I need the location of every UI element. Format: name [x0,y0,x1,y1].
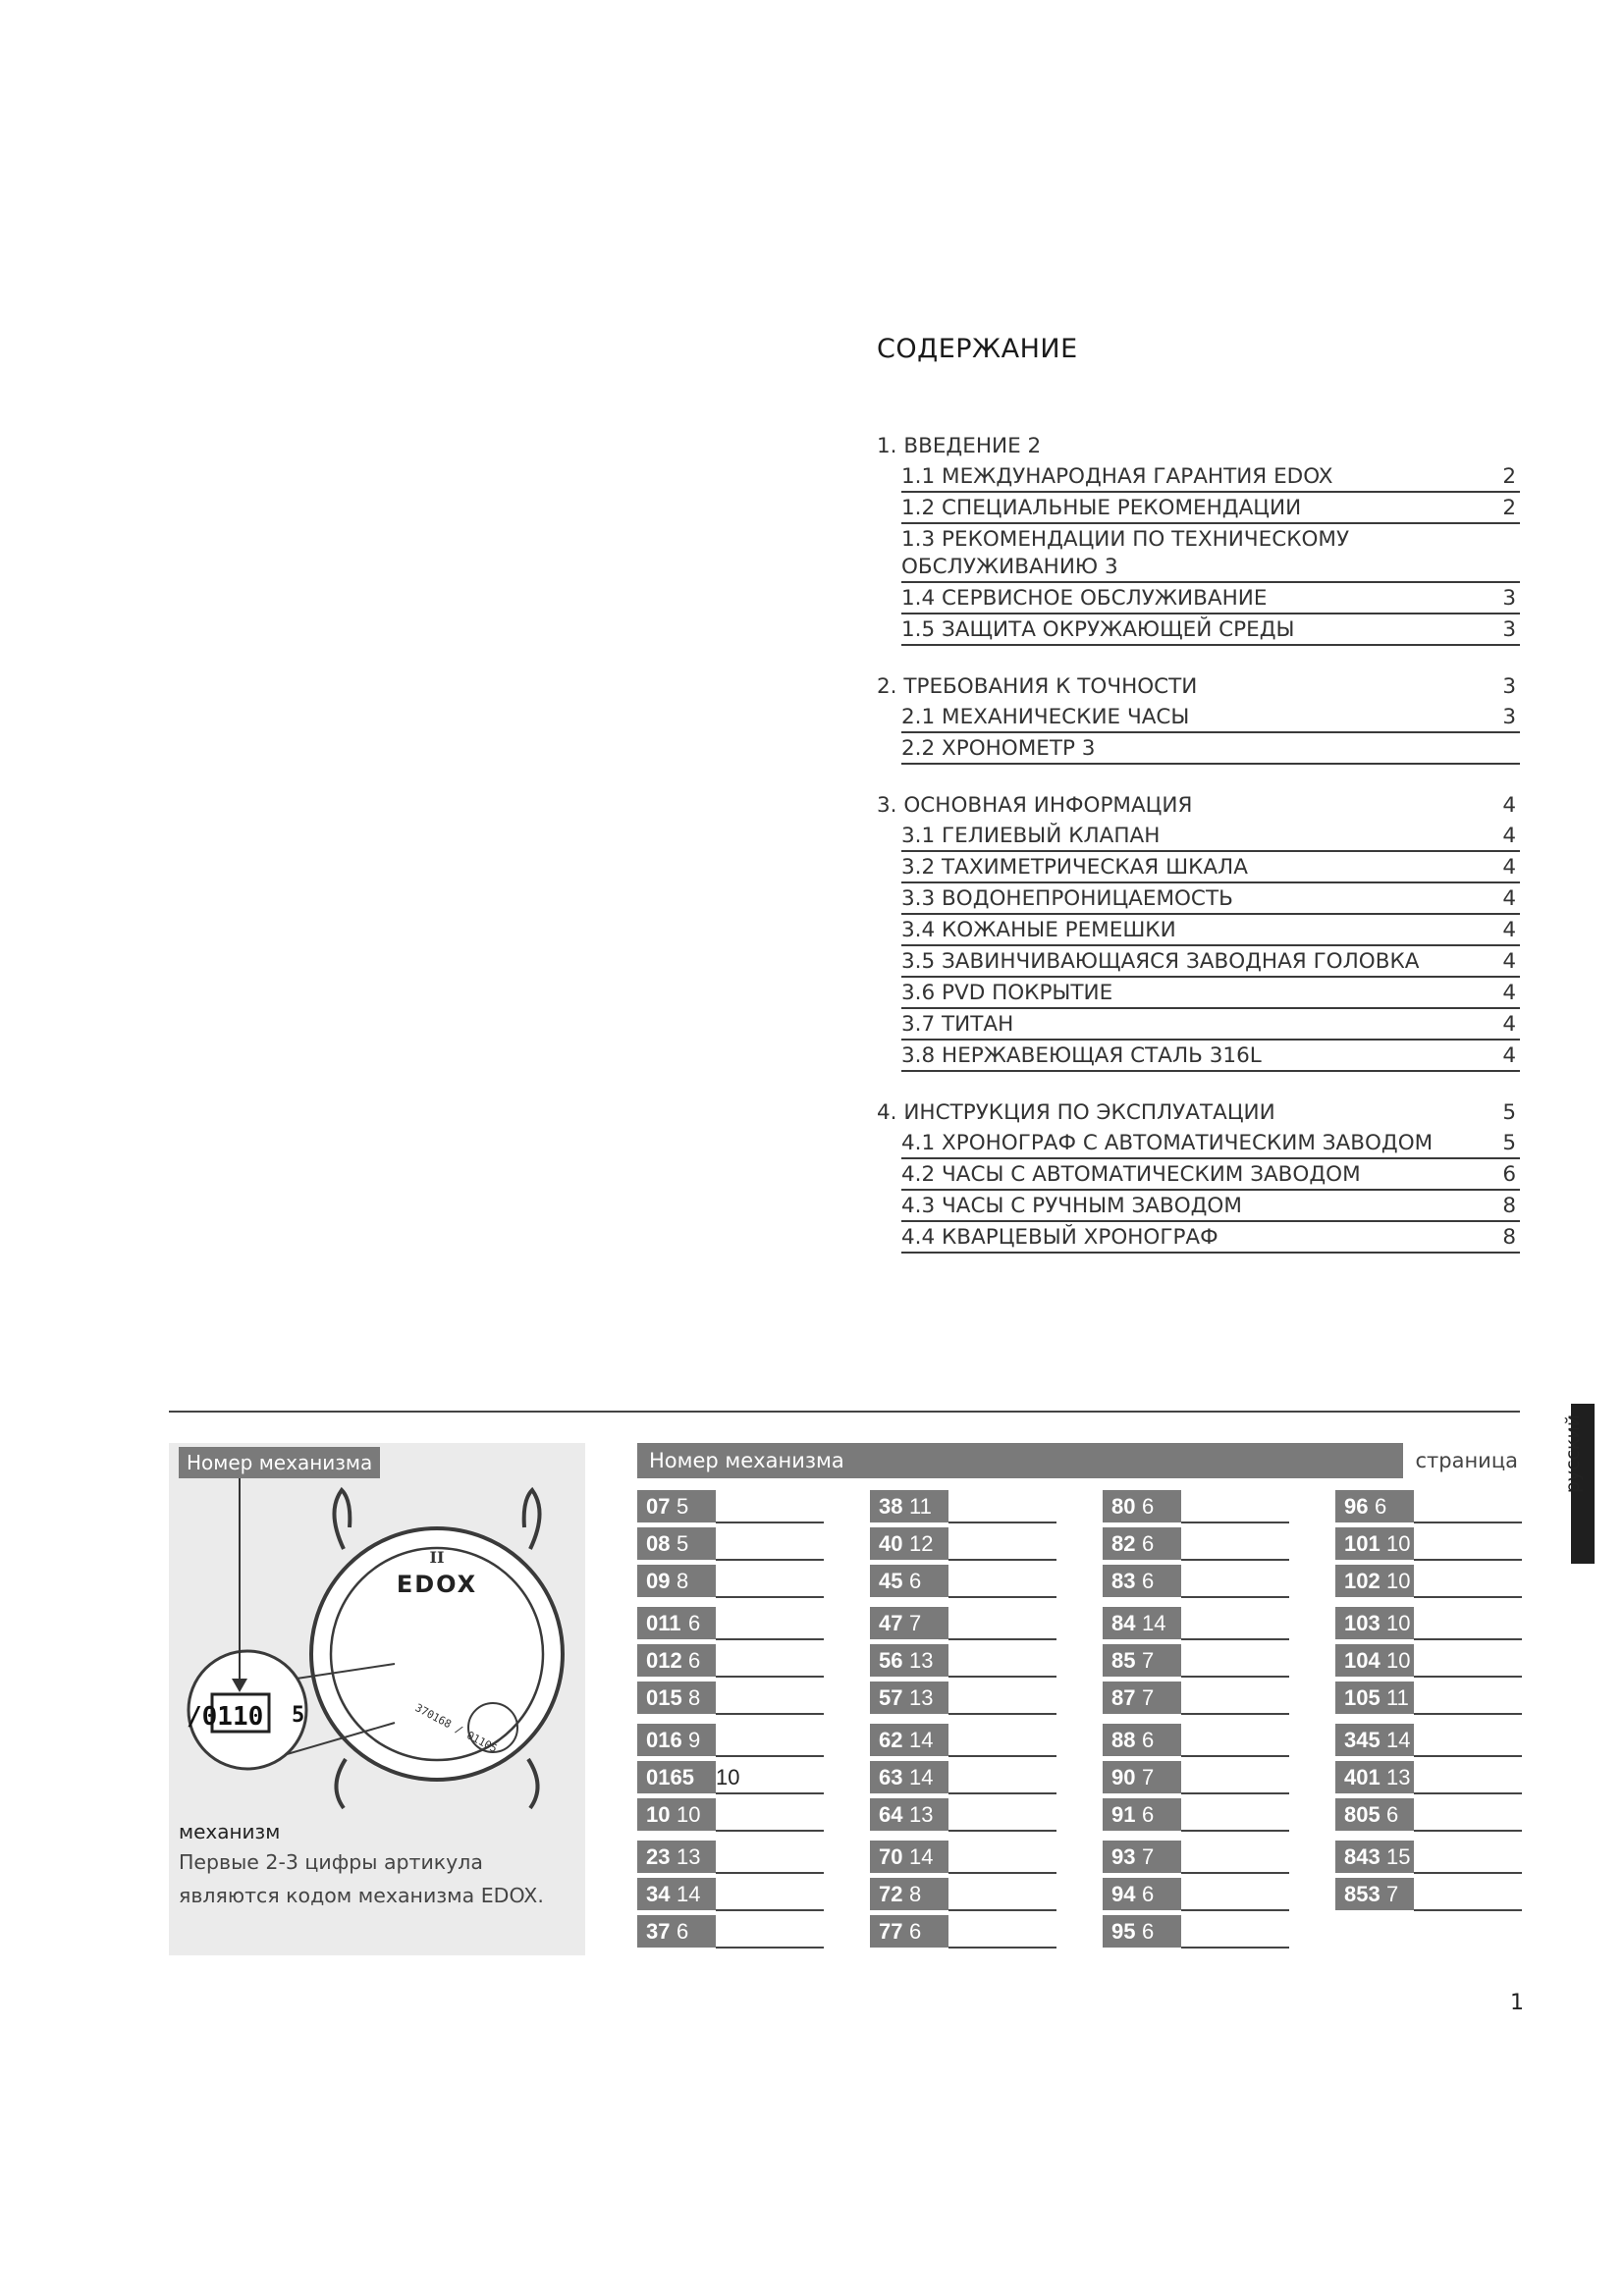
mechanism-row-rule [1414,1830,1522,1832]
mechanism-row [1335,1603,1522,1640]
mechanism-code: 47 [870,1607,948,1639]
toc-sections [877,431,1520,1254]
toc-item[interactable] [901,915,1520,946]
mechanism-page: 6 [909,1919,922,1944]
mechanism-code: 103 [1335,1607,1414,1639]
mechanism-row-rule [948,1947,1056,1949]
toc-item[interactable] [901,1159,1520,1191]
toc-item[interactable] [901,1128,1520,1159]
mechanism-code: 102 [1335,1565,1414,1597]
edox-emblem: II [429,1548,445,1567]
mechanism-page: 7 [1142,1648,1155,1673]
toc-item-page: 4 [1502,855,1516,880]
mechanism-page: 7 [1386,1882,1399,1906]
mechanism-code: 56 [870,1644,948,1677]
mechanism-row [1335,1837,1522,1874]
mechanism-row-rule [948,1830,1056,1832]
mechanism-page: 14 [909,1728,934,1752]
mechanism-page: 7 [1142,1765,1155,1789]
mechanism-code: 70 [870,1841,948,1873]
mechanism-code: 0165 [637,1761,716,1793]
language-tab-label: русский [1562,1414,1584,1494]
toc-item[interactable] [901,852,1520,883]
mechanism-code: 09 [637,1565,716,1597]
toc-section-heading [877,790,1520,821]
toc-section-heading [877,1097,1520,1128]
mechanism-code: 82 [1103,1527,1181,1560]
mechanism-page: 13 [909,1685,934,1710]
mechanism-code: 62 [870,1724,948,1756]
mechanism-page: 7 [1142,1685,1155,1710]
toc-heading-label: 2. ТРЕБОВАНИЯ К ТОЧНОСТИ [877,674,1198,699]
mechanism-code: 64 [870,1798,948,1831]
toc-item-page: 4 [1502,918,1516,942]
mechanism-row [1103,1640,1289,1678]
mechanism-code: 012 [637,1644,716,1677]
mechanism-page: 8 [688,1685,701,1710]
watch-lug-bottom-right [528,1759,538,1808]
mechanism-page: 5 [677,1531,689,1556]
mechanism-row [637,1837,824,1874]
toc-section [877,431,1520,646]
mechanism-code: 63 [870,1761,948,1793]
toc-section [877,790,1520,1072]
magnified-mechanism-number: /0110 [187,1702,264,1732]
toc-item-page: 4 [1502,1043,1516,1068]
toc-item[interactable] [901,461,1520,493]
toc-heading-page: 4 [1502,793,1516,818]
toc-item-label: 2.2 ХРОНОМЕТР 3 [901,736,1096,761]
mechanism-row [1335,1720,1522,1757]
mechanism-page: 14 [909,1765,934,1789]
mechanism-row [1335,1874,1522,1911]
mechanism-row-rule [1414,1596,1522,1598]
mechanism-page: 6 [1375,1494,1387,1519]
mechanism-code: 104 [1335,1644,1414,1677]
mechanism-row [870,1678,1056,1715]
mechanism-code: 34 [637,1878,716,1910]
toc-heading-page [1516,431,1520,461]
watch-illustration [169,1443,585,1816]
mechanism-code: 105 [1335,1682,1414,1714]
toc-heading-page: 5 [1502,1100,1516,1125]
toc-section-heading [877,431,1520,461]
mechanism-row [1103,1911,1289,1949]
case-engraving: 370168 / 01105 [412,1701,500,1756]
mechanism-row-rule [1181,1596,1289,1598]
mechanism-row [1335,1757,1522,1794]
toc-item-label: 1.5 ЗАЩИТА ОКРУЖАЮЩЕЙ СРЕДЫ [901,617,1295,642]
mechanism-row [870,1794,1056,1832]
toc-item-label: 3.1 ГЕЛИЕВЫЙ КЛАПАН [901,824,1161,848]
toc-item-page: 8 [1502,1194,1516,1218]
mechanism-page: 6 [688,1648,701,1673]
watch-lug-bottom-left [336,1759,346,1808]
toc-item[interactable] [901,1009,1520,1041]
toc-item-label: 2.1 МЕХАНИЧЕСКИЕ ЧАСЫ [901,705,1190,729]
mechanism-row-rule [716,1947,824,1949]
mechanism-code: 08 [637,1527,716,1560]
toc-item-page: 6 [1502,1162,1516,1187]
mechanism-panel-label: Номер механизма [179,1447,380,1478]
watch-lug-top-right [524,1490,540,1549]
mechanism-row [1103,1603,1289,1640]
toc-item-label: 3.4 КОЖАНЫЕ РЕМЕШКИ [901,918,1176,942]
toc-item-page: 2 [1502,464,1516,489]
mechanism-info-panel [169,1443,585,1955]
mechanism-row-rule [1181,1830,1289,1832]
toc-item-label: 4.2 ЧАСЫ С АВТОМАТИЧЕСКИМ ЗАВОДОМ [901,1162,1361,1187]
mechanism-code: 93 [1103,1841,1181,1873]
mechanism-row-rule [1414,1909,1522,1911]
mechanism-code: 88 [1103,1724,1181,1756]
toc-item-label: 1.1 МЕЖДУНАРОДНАЯ ГАРАНТИЯ EDOX [901,464,1333,489]
mechanism-code: 90 [1103,1761,1181,1793]
mechanism-code: 401 [1335,1761,1414,1793]
mechanism-code: 96 [1335,1490,1414,1522]
mechanism-code: 83 [1103,1565,1181,1597]
mechanism-code: 94 [1103,1878,1181,1910]
mechanism-page: 10 [677,1802,701,1827]
mechanism-row [1103,1561,1289,1598]
toc-item-label: 1.2 СПЕЦИАЛЬНЫЕ РЕКОМЕНДАЦИИ [901,496,1302,520]
toc-item[interactable] [901,614,1520,646]
mechanism-code: 07 [637,1490,716,1522]
mechanism-row [870,1837,1056,1874]
mechanism-row-rule [948,1596,1056,1598]
mechanism-row [870,1640,1056,1678]
mechanism-row [1103,1523,1289,1561]
page-number: 1 [1510,1991,1524,2015]
toc-item[interactable] [901,883,1520,915]
toc-item-page: 3 [1502,617,1516,642]
mechanism-page: 6 [1142,1919,1155,1944]
mechanism-row-rule [948,1713,1056,1715]
mechanism-page: 14 [1142,1611,1166,1635]
mechanism-row [637,1523,824,1561]
mechanism-page: 10 [1386,1611,1411,1635]
watch-lug-top-left [334,1490,350,1549]
mechanism-page: 14 [1386,1728,1411,1752]
mechanism-number-table [637,1443,1520,1955]
toc-item[interactable] [901,978,1520,1009]
mechanism-row [1103,1720,1289,1757]
mechanism-code: 45 [870,1565,948,1597]
mechanism-page: 5 [677,1494,689,1519]
mechanism-page: 6 [1142,1802,1155,1827]
mechanism-row [870,1874,1056,1911]
mechanism-row-rule [1181,1713,1289,1715]
toc-item[interactable] [901,821,1520,852]
mechanism-row-rule [716,1713,824,1715]
mechanism-code: 95 [1103,1915,1181,1948]
toc-heading-label: 3. ОСНОВНАЯ ИНФОРМАЦИЯ [877,793,1193,818]
mechanism-page: 13 [677,1844,701,1869]
mechanism-code: 843 [1335,1841,1414,1873]
toc-heading-label: 1. ВВЕДЕНИЕ 2 [877,434,1042,458]
toc-item-label: 3.7 ТИТАН [901,1012,1014,1037]
mechanism-page: 11 [1386,1685,1409,1710]
toc-item[interactable] [901,1191,1520,1222]
toc-item-page: 2 [1502,496,1516,520]
mechanism-page: 9 [688,1728,701,1752]
mechanism-page: 7 [909,1611,922,1635]
mechanism-code: 345 [1335,1724,1414,1756]
toc-item-page: 3 [1502,586,1516,611]
mechanism-table-header-label: Номер механизма [649,1449,844,1472]
toc-item-label: 3.3 ВОДОНЕПРОНИЦАЕМОСТЬ [901,886,1233,911]
toc-section-heading [877,671,1520,702]
mechanism-row [637,1640,824,1678]
mechanism-code: 101 [1335,1527,1414,1560]
mechanism-page: 11 [909,1494,932,1519]
edox-logo: EDOX [396,1571,478,1598]
mechanism-page: 6 [909,1569,922,1593]
section-divider [169,1411,1520,1413]
mechanism-column [1335,1486,1522,1911]
mechanism-page: 14 [677,1882,701,1906]
mechanism-page: 12 [909,1531,934,1556]
mechanism-code: 84 [1103,1607,1181,1639]
toc-item[interactable] [901,946,1520,978]
mechanism-row-rule [716,1830,824,1832]
mechanism-row [870,1561,1056,1598]
mechanism-row [1335,1640,1522,1678]
mechanism-code: 805 [1335,1798,1414,1831]
mechanism-code: 38 [870,1490,948,1522]
mechanism-code: 87 [1103,1682,1181,1714]
mechanism-page: 15 [1386,1844,1411,1869]
toc-item-page: 4 [1502,824,1516,848]
mechanism-row-rule [716,1596,824,1598]
toc-item[interactable] [901,1222,1520,1254]
toc-section [877,671,1520,765]
magnified-number-suffix: 5 [292,1703,305,1728]
table-of-contents [877,334,1520,1279]
mechanism-page: 13 [909,1802,934,1827]
mechanism-page: 14 [909,1844,934,1869]
mechanism-column [1103,1486,1289,1949]
toc-section [877,1097,1520,1254]
toc-item-page: 4 [1502,981,1516,1005]
toc-item-label: 4.3 ЧАСЫ С РУЧНЫМ ЗАВОДОМ [901,1194,1242,1218]
mechanism-column [637,1486,824,1949]
toc-item-label: 4.4 КВАРЦЕВЫЙ ХРОНОГРАФ [901,1225,1218,1250]
mechanism-code: 10 [637,1798,716,1831]
mechanism-row [637,1486,824,1523]
mechanism-row [1335,1794,1522,1832]
mechanism-row [870,1757,1056,1794]
mechanism-row [870,1523,1056,1561]
toc-heading-label: 4. ИНСТРУКЦИЯ ПО ЭКСПЛУАТАЦИИ [877,1100,1275,1125]
mechanism-table-header [637,1443,1403,1478]
mechanism-code: 77 [870,1915,948,1948]
mechanism-row [1335,1486,1522,1523]
mechanism-code: 23 [637,1841,716,1873]
mechanism-row [637,1561,824,1598]
mechanism-code: 85 [1103,1644,1181,1677]
toc-title: СОДЕРЖАНИЕ [877,334,1078,364]
toc-item-page: 8 [1502,1225,1516,1250]
mechanism-page: 6 [688,1611,701,1635]
toc-item-page: 4 [1502,949,1516,974]
toc-item-label: 4.1 ХРОНОГРАФ С АВТОМАТИЧЕСКИМ ЗАВОДОМ [901,1131,1434,1155]
mechanism-row [637,1603,824,1640]
mechanism-row [1335,1523,1522,1561]
toc-item-label: 3.8 НЕРЖАВЕЮЩАЯ СТАЛЬ 316L [901,1043,1262,1068]
toc-item-label: 1.4 СЕРВИСНОЕ ОБСЛУЖИВАНИЕ [901,586,1268,611]
mechanism-code: 011 [637,1607,716,1639]
mechanism-row [870,1486,1056,1523]
mechanism-page: 10 [716,1765,740,1789]
mechanism-code: 80 [1103,1490,1181,1522]
mechanism-row [1335,1678,1522,1715]
mechanism-code: 015 [637,1682,716,1714]
mechanism-page: 6 [1386,1802,1399,1827]
toc-item-page: 4 [1502,886,1516,911]
mechanism-row [1335,1561,1522,1598]
toc-item[interactable] [901,583,1520,614]
mechanism-page: 10 [1386,1569,1411,1593]
mechanism-page: 6 [677,1919,689,1944]
mechanism-code: 016 [637,1724,716,1756]
mechanism-row [1103,1486,1289,1523]
mechanism-page: 6 [1142,1569,1155,1593]
mechanism-row [637,1911,824,1949]
toc-item-label: 3.6 PVD ПОКРЫТИЕ [901,981,1113,1005]
mechanism-page: 6 [1142,1728,1155,1752]
mechanism-row [1103,1678,1289,1715]
toc-item[interactable] [901,733,1520,765]
mechanism-page: 10 [1386,1648,1411,1673]
mechanism-row [637,1678,824,1715]
toc-item[interactable] [901,1041,1520,1072]
mechanism-table-page-label: страница [1415,1449,1518,1472]
toc-item-label: 3.2 ТАХИМЕТРИЧЕСКАЯ ШКАЛА [901,855,1248,880]
toc-item-label: 1.3 РЕКОМЕНДАЦИИ ПО ТЕХНИЧЕСКОМУ ОБСЛУЖИВАНИЮ 3 [901,527,1350,579]
toc-item-page: 4 [1502,1012,1516,1037]
mechanism-column [870,1486,1056,1949]
mechanism-page: 6 [1142,1494,1155,1519]
mechanism-row [1103,1757,1289,1794]
mechanism-page: 10 [1386,1531,1411,1556]
mechanism-row [637,1757,824,1794]
mechanism-page: 6 [1142,1531,1155,1556]
mechanism-row [1103,1874,1289,1911]
mechanism-row [870,1603,1056,1640]
mechanism-page: 13 [1386,1765,1411,1789]
mechanism-row [870,1720,1056,1757]
mechanism-code: 91 [1103,1798,1181,1831]
toc-item[interactable] [901,524,1520,583]
mechanism-code: 57 [870,1682,948,1714]
mechanism-page: 13 [909,1648,934,1673]
toc-item[interactable] [901,493,1520,524]
toc-item-label: 3.5 ЗАВИНЧИВАЮЩАЯСЯ ЗАВОДНАЯ ГОЛОВКА [901,949,1420,974]
mechanism-code: 853 [1335,1878,1414,1910]
mechanism-row [637,1720,824,1757]
toc-heading-page: 3 [1502,674,1516,699]
mechanism-caption-text: Первые 2-3 цифры артикула являются кодом механизма EDOX. [179,1850,544,1907]
mechanism-page: 8 [909,1882,922,1906]
mechanism-code: 40 [870,1527,948,1560]
mechanism-row [637,1794,824,1832]
mechanism-code: 37 [637,1915,716,1948]
mechanism-row [637,1874,824,1911]
mechanism-page: 7 [1142,1844,1155,1869]
mechanism-code: 72 [870,1878,948,1910]
mechanism-row [1103,1794,1289,1832]
mechanism-row-rule [1181,1947,1289,1949]
toc-item-page: 5 [1502,1131,1516,1155]
mechanism-caption-title: механизм [179,1820,281,1843]
mechanism-row [1103,1837,1289,1874]
mechanism-page: 6 [1142,1882,1155,1906]
mechanism-row [870,1911,1056,1949]
toc-item[interactable] [901,702,1520,733]
mechanism-page: 8 [677,1569,689,1593]
toc-item-page: 3 [1502,705,1516,729]
mechanism-row-rule [1414,1713,1522,1715]
